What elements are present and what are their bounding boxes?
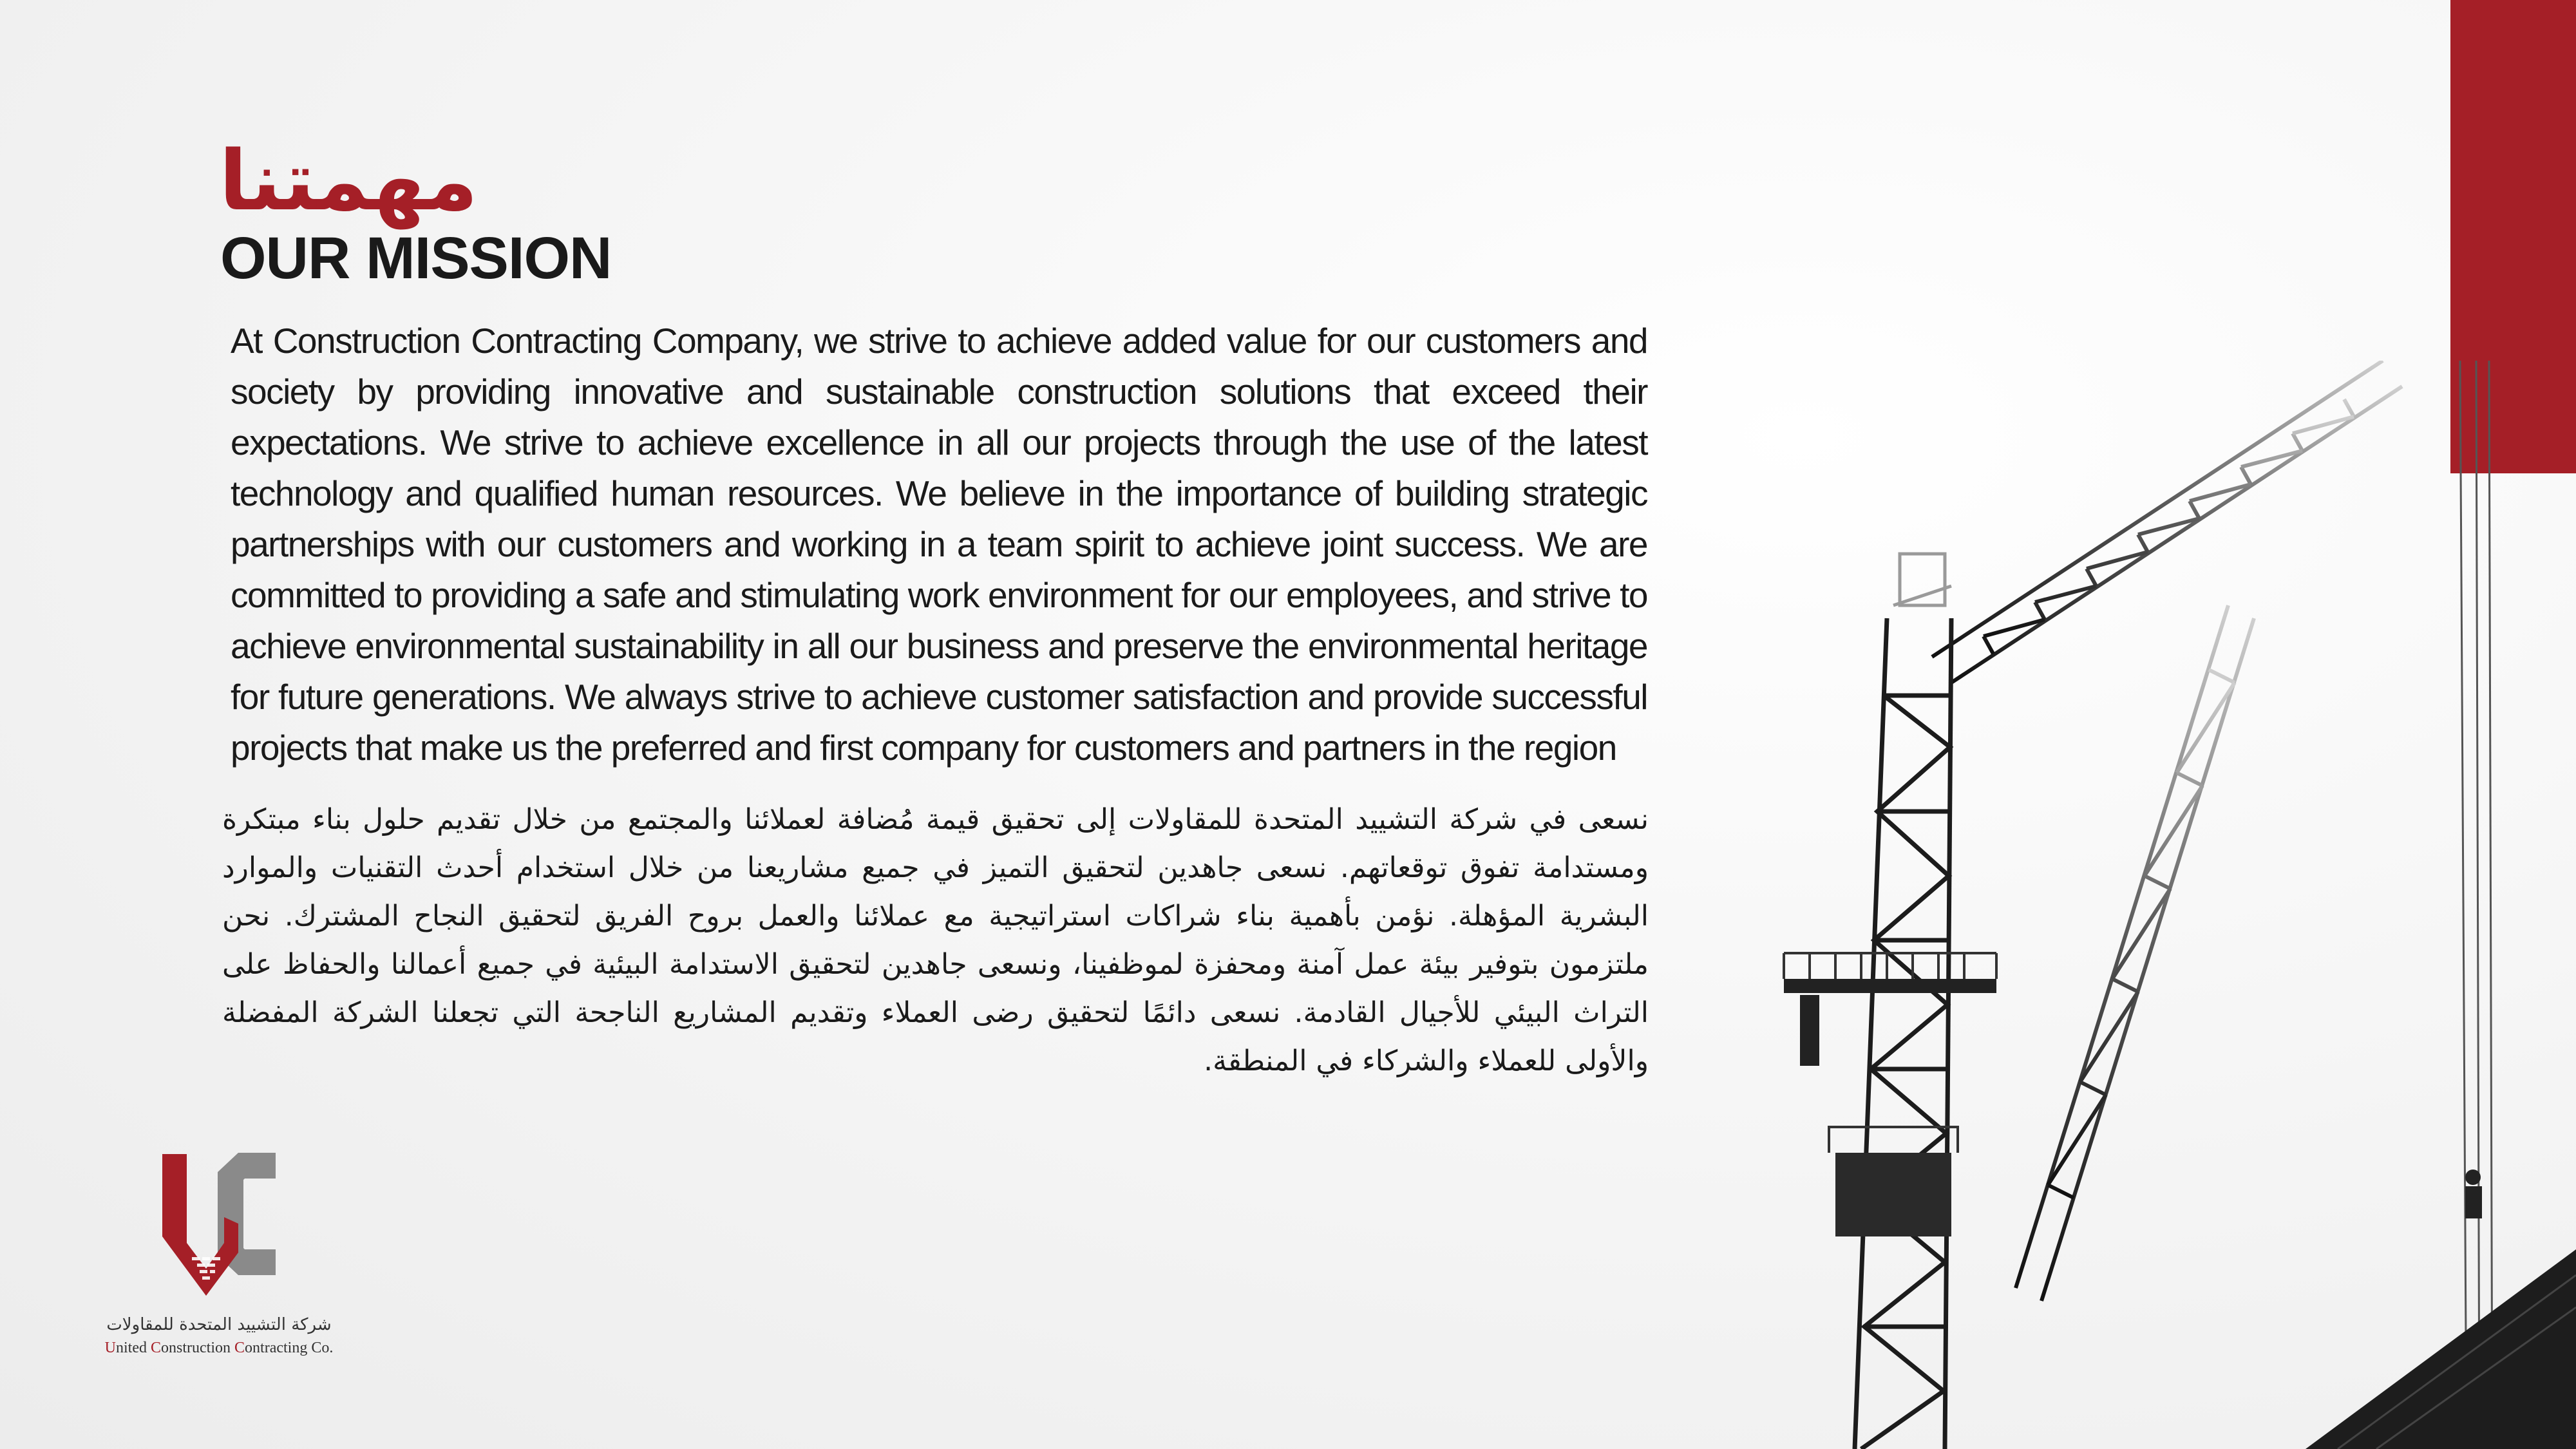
logo-english-name: United Construction Contracting Co. — [104, 1340, 334, 1356]
uc-monogram-icon — [161, 1146, 277, 1301]
mission-text-english: At Construction Contracting Company, we strive to achieve added value for our customers and society by providing innovative and sustainable construction solutions that exceed their expectations. We strive to achieve excellence in all our projects through the use of the latest technology and qualified human resources. We believe in the importance of building strategic partnerships with our customers and working in a team spirit to achieve joint success. We are committed to providing a safe and stimulating work environment for our employees, and strive to achieve environmental sustainability in all our business and preserve the environmental heritage for future generations. We always strive to achieve customer satisfaction and provide successful projects that make us the preferred and first company for customers and partners in the region — [231, 321, 1647, 768]
arabic-heading: مهمتنا — [219, 133, 478, 229]
logo-arabic-name: شركة التشييد المتحدة للمقاولات — [106, 1315, 332, 1334]
page-title: OUR MISSION — [220, 225, 612, 291]
mission-text-arabic: نسعى في شركة التشييد المتحدة للمقاولات إلى تحقيق قيمة مُضافة لعملائنا والمجتمع من خلال تقديم حلول بناء مبتكرة ومستدامة تفوق توقعاتهم. نسعى جاهدين لتحقيق التميز في جميع مشاريعنا من خلال استخدام أحدث التقنيات والموارد البشرية المؤهلة. نؤمن بأهمية بناء شراكات استراتيجية مع عملائنا والعمل بروح الفريق لتحقيق النجاح المشترك. نحن ملتزمون بتوفير بيئة عمل آمنة ومحفزة لموظفينا، ونسعى جاهدين لتحقيق الاستدامة البيئية في جميع أعمالنا والحفاظ على التراث البيئي للأجيال القادمة. نسعى دائمًا لتحقيق رضى العملاء وتقديم المشاريع الناجحة التي تجعلنا الشركة المفضلة والأولى للعملاء والشركاء في المنطقة. — [222, 803, 1649, 1077]
company-logo — [90, 1146, 348, 1365]
crane-photo — [1739, 361, 2576, 1449]
